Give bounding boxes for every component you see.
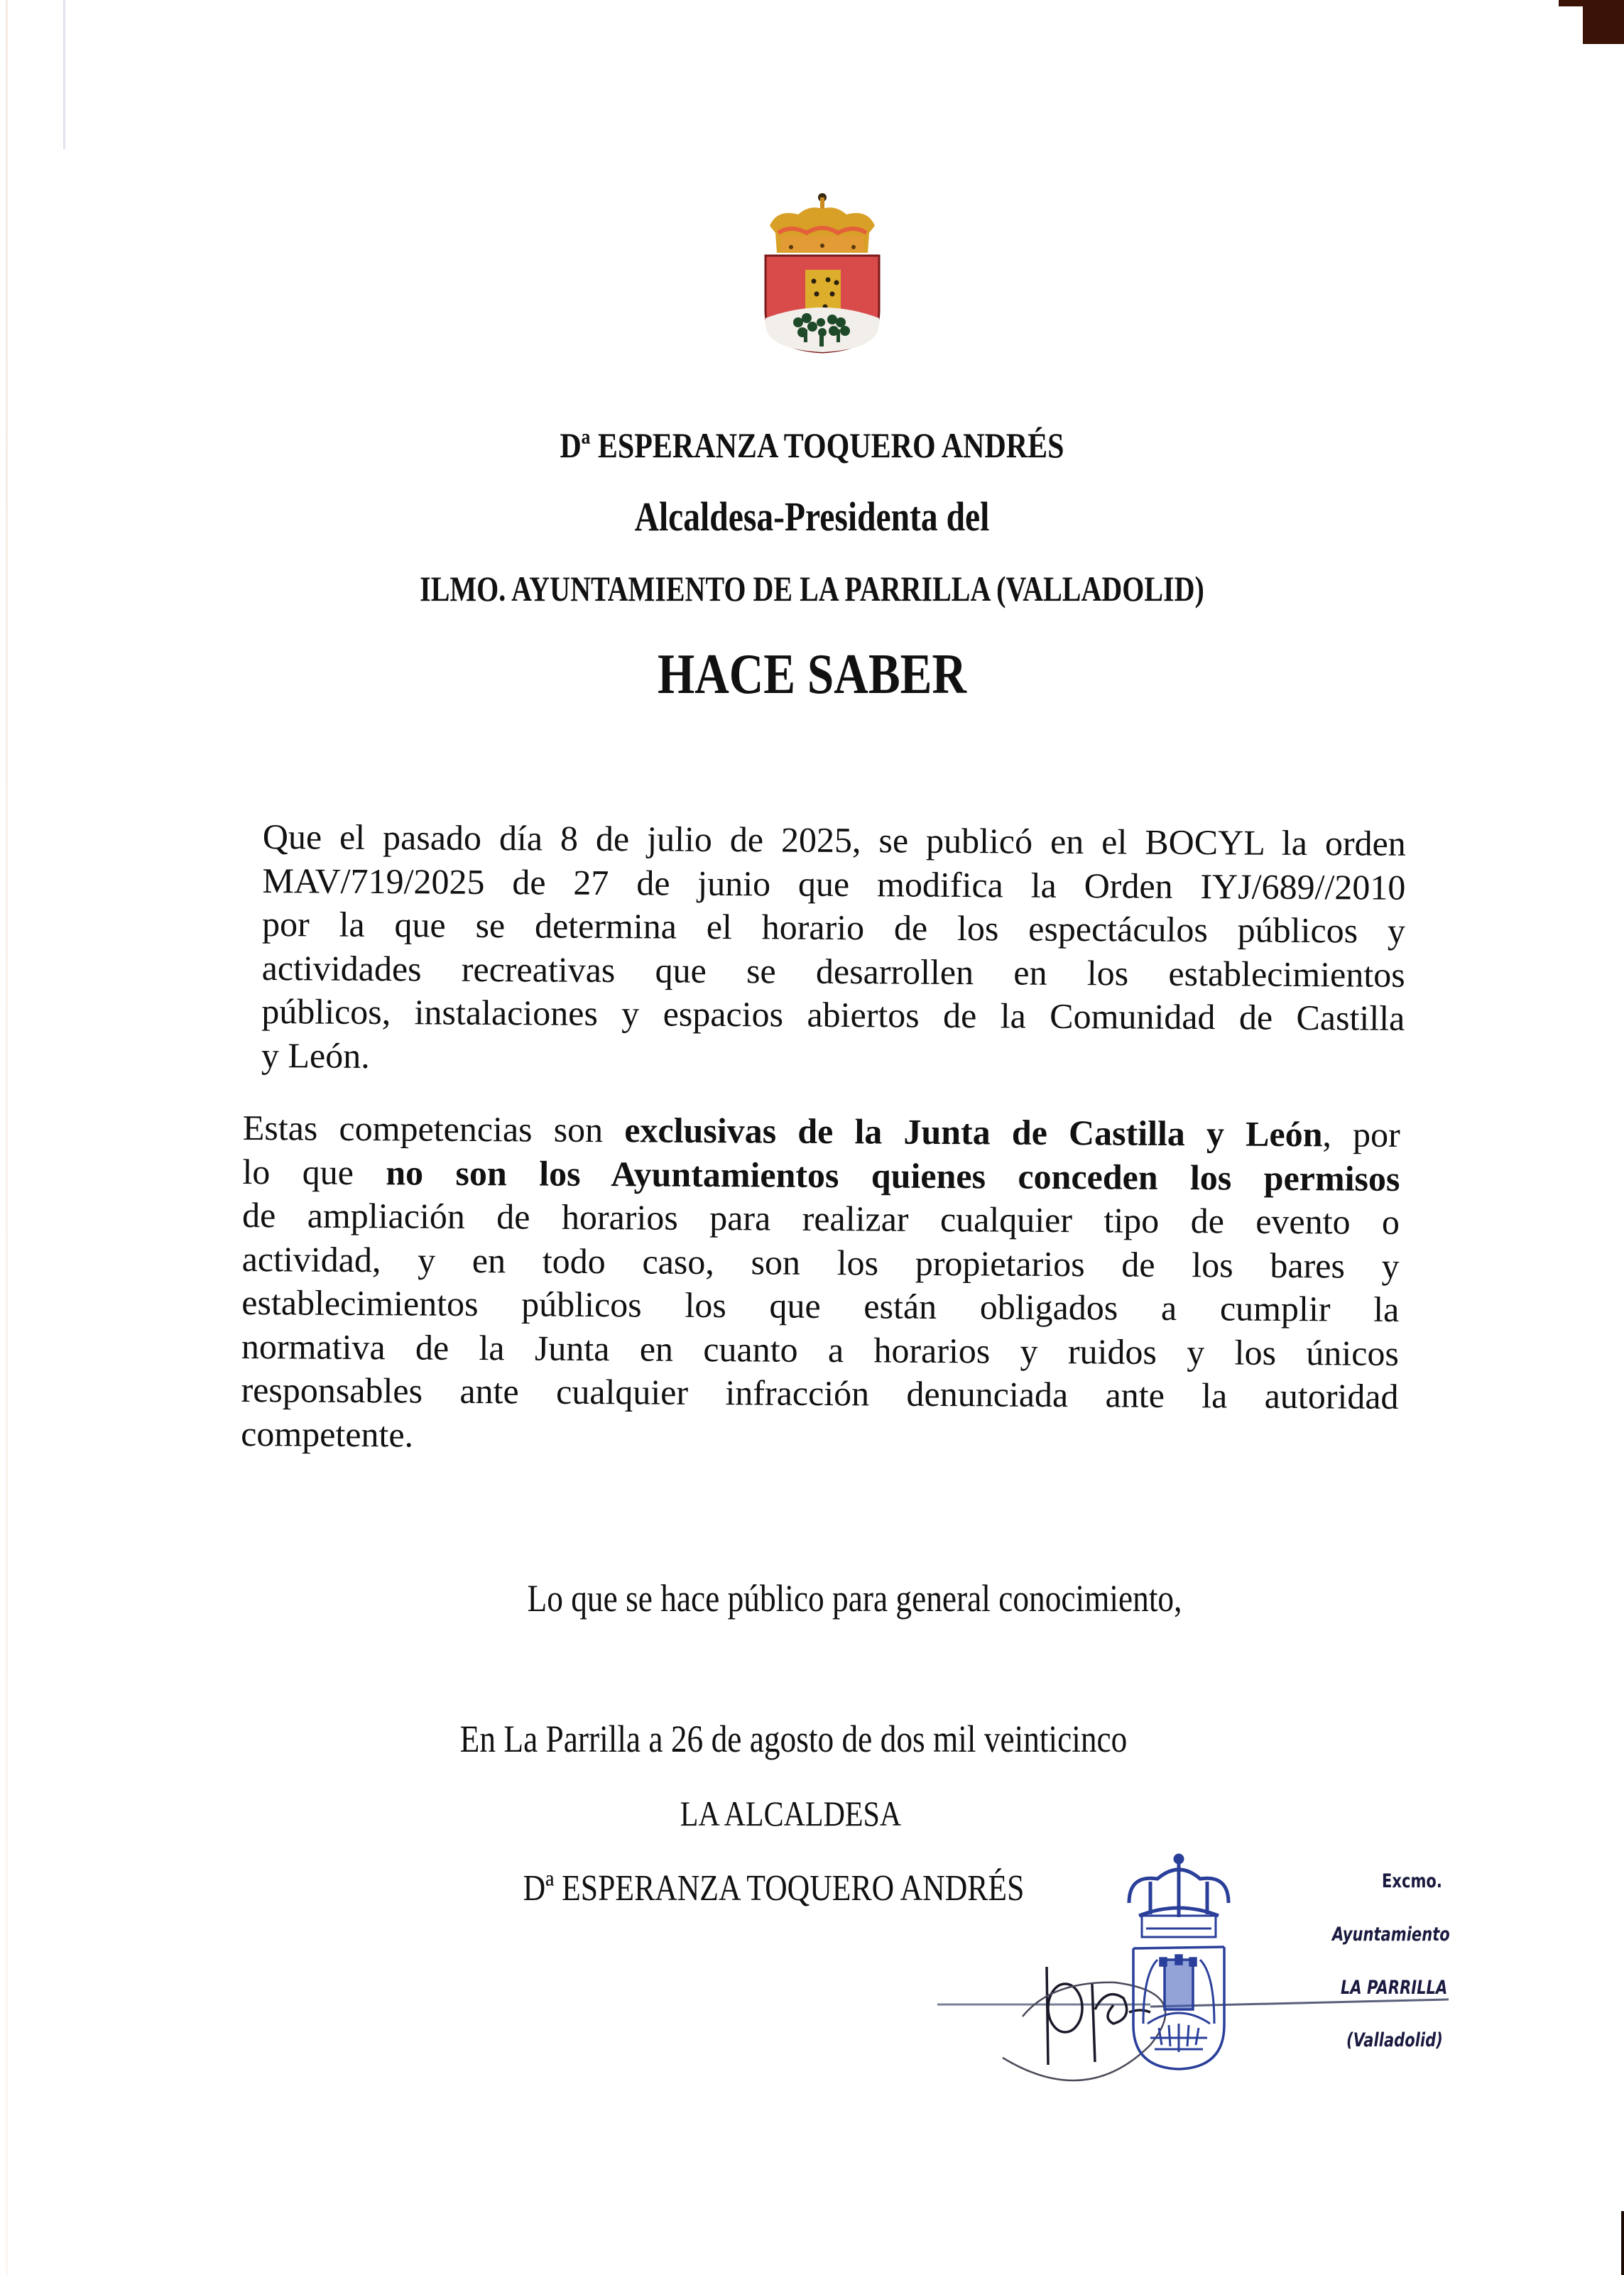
scan-edge-artifact (1621, 2211, 1624, 2275)
paragraph-line: actividad, y en todo caso, son los propietarios de los bares y (241, 1238, 1400, 1286)
scan-edge-artifact (6, 0, 8, 2275)
notice-title: HACE SABER (657, 643, 967, 706)
emphasis-text: no son los Ayuntamientos quienes conceden los permisos (386, 1152, 1400, 1199)
mayor-name-heading: Dª ESPERANZA TOQUERO ANDRÉS (560, 425, 1064, 465)
closing-statement: Lo que se hace público para general conocimiento, (527, 1577, 1182, 1620)
paragraph-line: MAV/719/2025 de 27 de junio que modifica la Orden IYJ/689//2010 (262, 860, 1406, 907)
paragraph-line: establecimientos públicos los que están obligados a cumplir la (241, 1282, 1400, 1329)
institution-heading: ILMO. AYUNTAMIENTO DE LA PARRILLA (VALLADOLID) (420, 569, 1204, 609)
paragraph-line: responsables ante cualquier infracción denunciada ante la autoridad (241, 1369, 1399, 1417)
paragraph-line: normativa de la Junta en cuanto a horarios y ruidos y los únicos (241, 1326, 1400, 1373)
stamp-text: Excmo. (1382, 1870, 1442, 1892)
paragraph-line (242, 1150, 1400, 1200)
handwritten-signature-icon (1003, 1967, 1165, 2080)
dateline: En La Parrilla a 26 de agosto de dos mil veinticinco (459, 1718, 1128, 1760)
paragraph-line: actividades recreativas que se desarrollen en los establecimientos (261, 947, 1405, 995)
signatory-title: LA ALCALDESA (680, 1794, 902, 1833)
coat-of-arms-icon (763, 190, 882, 355)
scan-corner-artifact (1583, 0, 1624, 44)
paragraph-line: Que el pasado día 8 de julio de 2025, se publicó en el BOCYL la orden (262, 817, 1406, 863)
paragraph-line: de ampliación de horarios para realizar cualquier tipo de evento o (241, 1194, 1400, 1242)
scan-edge-artifact (63, 0, 65, 149)
stamp-crown-icon (1129, 1855, 1228, 1937)
stamp-text: Ayuntamiento (1332, 1924, 1450, 1946)
paragraph-line: públicos, instalaciones y espacios abiertos de la Comunidad de Castilla (261, 991, 1405, 1038)
paragraph-line: competente. (241, 1413, 414, 1454)
paragraph-text: lo que (242, 1151, 386, 1192)
paragraph-line: y León. (261, 1035, 370, 1076)
stamp-shield-icon (1133, 1947, 1224, 2069)
paragraph-text: , por (1322, 1114, 1400, 1155)
paragraph-line: por la que se determina el horario de los espectáculos públicos y (261, 903, 1406, 951)
emphasis-text: exclusivas de la Junta de Castilla y León (624, 1110, 1323, 1155)
official-stamp-and-signature (937, 1832, 1449, 2102)
body-paragraph-2 (241, 1106, 1400, 1463)
signatory-name: Dª ESPERANZA TOQUERO ANDRÉS (523, 1868, 1025, 1909)
body-paragraph-1 (261, 815, 1406, 1084)
paragraph-line (243, 1106, 1400, 1157)
stamp-text: (Valladolid) (1346, 2029, 1443, 2051)
mayor-role-heading: Alcaldesa-Presidenta del (634, 493, 990, 540)
stamp-text: LA PARRILLA (1341, 1977, 1448, 1999)
scan-corner-artifact (1559, 0, 1583, 6)
paragraph-text: Estas competencias son (242, 1108, 625, 1150)
